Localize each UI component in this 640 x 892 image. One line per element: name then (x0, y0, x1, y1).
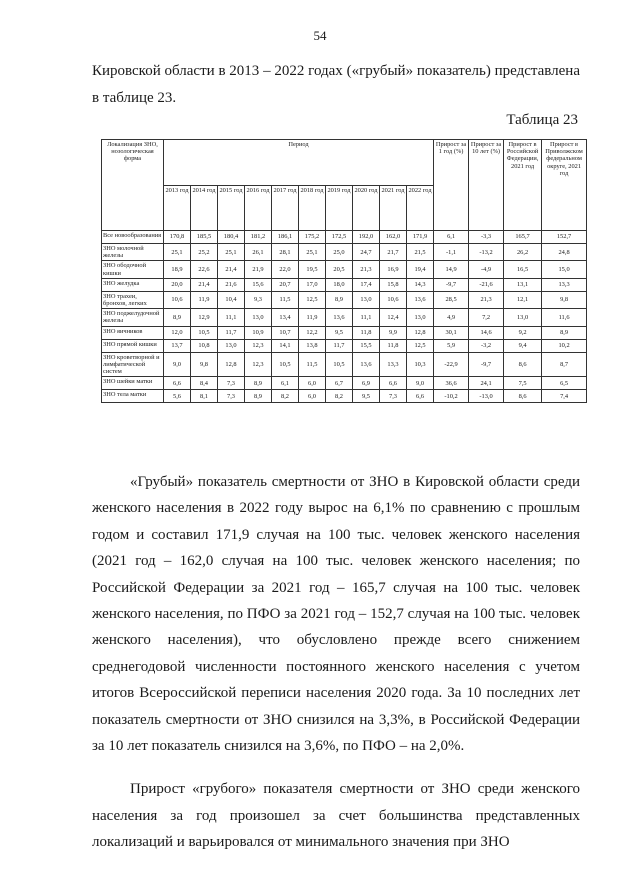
year-header: 2015 год (218, 185, 245, 231)
table-cell: 24,7 (353, 244, 380, 261)
table-cell: 6,1 (434, 231, 469, 244)
table-cell: 175,2 (299, 231, 326, 244)
table-cell: 6,7 (326, 377, 353, 390)
table-cell: 9,0 (407, 377, 434, 390)
table-row (102, 309, 587, 326)
table-cell: 13,6 (407, 291, 434, 308)
table-cell: -1,1 (434, 244, 469, 261)
table-cell: 5,6 (164, 390, 191, 403)
table-cell: 12,0 (164, 326, 191, 339)
table-cell: 14,1 (272, 339, 299, 352)
table-cell: 6,9 (353, 377, 380, 390)
table-row (102, 278, 587, 291)
table-cell: 10,9 (245, 326, 272, 339)
table-cell: 9,8 (542, 291, 587, 308)
table-cell: 11,8 (380, 339, 407, 352)
table-cell: -21,6 (469, 278, 504, 291)
header-rf-2021: Прирост в Российской Федерации, 2021 год (504, 140, 542, 231)
table-cell: 22,0 (272, 261, 299, 278)
table-cell: 8,2 (272, 390, 299, 403)
table-cell: -13,2 (469, 244, 504, 261)
table-row (102, 390, 587, 403)
table-cell: 11,5 (272, 291, 299, 308)
table-cell: 10,4 (218, 291, 245, 308)
header-growth-10y: Прирост за 10 лет (%) (469, 140, 504, 231)
table-cell: 8,9 (245, 377, 272, 390)
table-cell: 12,8 (218, 352, 245, 377)
table-cell: 186,1 (272, 231, 299, 244)
table-row (102, 352, 587, 377)
header-localization: Локализация ЗНО, нозологическая форма (102, 140, 164, 231)
table-cell: 21,5 (407, 244, 434, 261)
table-cell: 25,1 (218, 244, 245, 261)
table-cell: 6,6 (164, 377, 191, 390)
table-cell: 21,4 (191, 278, 218, 291)
table-cell: 13,0 (353, 291, 380, 308)
table-cell: 7,3 (380, 390, 407, 403)
table-cell: 7,3 (218, 377, 245, 390)
table-cell: ЗНО ободочной кишки (102, 261, 164, 278)
table-cell: 26,1 (245, 244, 272, 261)
header-period: Период (164, 140, 434, 186)
table-row (102, 326, 587, 339)
table-cell: 8,9 (164, 309, 191, 326)
table-cell: ЗНО желудка (102, 278, 164, 291)
table-cell: 12,9 (191, 309, 218, 326)
table-cell: 10,5 (191, 326, 218, 339)
table-cell: 12,1 (504, 291, 542, 308)
table-cell: 18,9 (164, 261, 191, 278)
table-cell: 9,5 (353, 390, 380, 403)
table-cell: -3,2 (469, 339, 504, 352)
page-number: 54 (313, 28, 327, 43)
table-cell: 21,6 (218, 278, 245, 291)
table-cell: 25,0 (326, 244, 353, 261)
table-cell: 172,5 (326, 231, 353, 244)
table-cell: 8,1 (191, 390, 218, 403)
paragraph: «Грубый» показатель смертности от ЗНО в Кировской области среди женского населения в 2022 году вырос на 6,1% по сравнению с прошлым годом и составил 171,9 случая на 100 тыс. человек женского населения (2021 год – 162,0 случая на 100 тыс. человек женского населения; по Российской Федерации за 2021 год – 165,7 случая на 100 тыс. человек женского населения, по ПФО за 2021 год – 152,7 случая на 100 тыс. человек женского населения), что обусловлено прежде всего снижением среднегодовой численности постоянного женского населения с учетом итогов Всероссийской переписи населения 2020 года. За 10 последних лет показатель смертности от ЗНО снизился на 3,3%, в Российской Федерации за 10 лет показатель снизился на 3,6%, по ПФО – на 2,0%. (92, 474, 580, 755)
table-cell: 10,5 (272, 352, 299, 377)
table-cell: 12,5 (299, 291, 326, 308)
table-cell: 11,1 (218, 309, 245, 326)
table-cell: 171,9 (407, 231, 434, 244)
table-cell: 10,5 (326, 352, 353, 377)
table-row (102, 231, 587, 244)
table-cell: 170,8 (164, 231, 191, 244)
table-cell: 13,1 (504, 278, 542, 291)
table-cell: 7,2 (469, 309, 504, 326)
table-cell: 152,7 (542, 231, 587, 244)
table-cell: 180,4 (218, 231, 245, 244)
table-caption: Таблица 23 (506, 112, 578, 128)
header-pfo-2021: Прирост в Приволжском федеральном округе, 2021 год (542, 140, 587, 231)
table-cell: -10,2 (434, 390, 469, 403)
table-cell: -4,9 (469, 261, 504, 278)
table-cell: 13,0 (218, 339, 245, 352)
table-cell: 6,6 (380, 377, 407, 390)
table-cell: 14,6 (469, 326, 504, 339)
table-row (102, 291, 587, 308)
table-cell: 19,4 (407, 261, 434, 278)
table-cell: 36,6 (434, 377, 469, 390)
table-cell: ЗНО прямой кишки (102, 339, 164, 352)
year-header: 2021 год (380, 185, 407, 231)
table-cell: 11,5 (299, 352, 326, 377)
table-cell: 13,6 (353, 352, 380, 377)
table-cell: 7,5 (504, 377, 542, 390)
table-cell: 11,9 (191, 291, 218, 308)
table-cell: 11,9 (299, 309, 326, 326)
table-body (102, 231, 587, 403)
year-header: 2018 год (299, 185, 326, 231)
table-cell: 24,8 (542, 244, 587, 261)
table-cell: 9,8 (191, 352, 218, 377)
table-header-row (102, 140, 587, 186)
year-header: 2020 год (353, 185, 380, 231)
paragraph: Прирост «грубого» показателя смертности от ЗНО среди женского населения за год произошел за счет большинства представленных локализаций и варьировался от минимального значения при ЗНО (92, 781, 580, 851)
table-cell: 16,9 (380, 261, 407, 278)
table-cell: 6,0 (299, 377, 326, 390)
table-cell: ЗНО тела матки (102, 390, 164, 403)
table-cell: 7,4 (542, 390, 587, 403)
table-cell: 12,3 (245, 352, 272, 377)
table-cell: 10,3 (407, 352, 434, 377)
table-cell: 15,0 (542, 261, 587, 278)
table-cell: 12,5 (407, 339, 434, 352)
table-row (102, 339, 587, 352)
table-cell: 21,7 (380, 244, 407, 261)
table-cell: 16,5 (504, 261, 542, 278)
table-cell: 11,7 (326, 339, 353, 352)
table-cell: 12,4 (380, 309, 407, 326)
table-cell: 13,7 (164, 339, 191, 352)
table-cell: 30,1 (434, 326, 469, 339)
table-cell: 21,3 (469, 291, 504, 308)
table-cell: 25,2 (191, 244, 218, 261)
table-cell: 12,3 (245, 339, 272, 352)
table-cell: 185,5 (191, 231, 218, 244)
table-cell: 10,2 (542, 339, 587, 352)
table-cell: 13,4 (272, 309, 299, 326)
year-header: 2017 год (272, 185, 299, 231)
year-header: 2014 год (191, 185, 218, 231)
table-cell: 6,0 (299, 390, 326, 403)
table-cell: 13,0 (245, 309, 272, 326)
table-cell: ЗНО яичников (102, 326, 164, 339)
table-cell: 9,9 (380, 326, 407, 339)
table-cell: 9,4 (504, 339, 542, 352)
table-cell: 24,1 (469, 377, 504, 390)
year-header: 2016 год (245, 185, 272, 231)
table-row (102, 244, 587, 261)
table-cell: 11,6 (542, 309, 587, 326)
table-cell: 14,9 (434, 261, 469, 278)
table-cell: 9,0 (164, 352, 191, 377)
table-cell: 13,0 (407, 309, 434, 326)
table-cell: -3,3 (469, 231, 504, 244)
table-cell: 10,6 (164, 291, 191, 308)
table-cell: ЗНО шейки матки (102, 377, 164, 390)
table-cell: 15,8 (380, 278, 407, 291)
table-cell: -22,9 (434, 352, 469, 377)
table-cell: ЗНО кроветворной и лимфатической систем (102, 352, 164, 377)
table-cell: 26,2 (504, 244, 542, 261)
table-cell: 9,3 (245, 291, 272, 308)
table-row (102, 377, 587, 390)
table-cell: 12,8 (407, 326, 434, 339)
table-cell: 21,9 (245, 261, 272, 278)
table-cell: -13,0 (469, 390, 504, 403)
table-cell: 10,6 (380, 291, 407, 308)
table-cell: 13,6 (326, 309, 353, 326)
table-cell: 17,0 (299, 278, 326, 291)
table-cell: 25,1 (164, 244, 191, 261)
table-cell: 192,0 (353, 231, 380, 244)
table-cell: ЗНО трахеи, бронхов, легких (102, 291, 164, 308)
table-cell: 10,7 (272, 326, 299, 339)
table-cell: 11,1 (353, 309, 380, 326)
table-cell: 8,4 (191, 377, 218, 390)
table-cell: 6,1 (272, 377, 299, 390)
table-cell: 19,5 (299, 261, 326, 278)
table-cell: 28,5 (434, 291, 469, 308)
table-cell: 8,6 (504, 390, 542, 403)
table-cell: -9,7 (434, 278, 469, 291)
header-growth-1y: Прирост за 1 год (%) (434, 140, 469, 231)
table-cell: 165,7 (504, 231, 542, 244)
table-cell: 181,2 (245, 231, 272, 244)
table-cell: 8,6 (504, 352, 542, 377)
table-cell: 4,9 (434, 309, 469, 326)
table-cell: ЗНО поджелудочной железы (102, 309, 164, 326)
table-cell: 14,3 (407, 278, 434, 291)
table-cell: 13,3 (380, 352, 407, 377)
table-cell: 5,9 (434, 339, 469, 352)
table-cell: 6,6 (407, 390, 434, 403)
table-cell: 15,5 (353, 339, 380, 352)
table-cell: 20,5 (326, 261, 353, 278)
table-cell: 11,7 (218, 326, 245, 339)
year-header: 2019 год (326, 185, 353, 231)
table-cell: 8,9 (245, 390, 272, 403)
table-cell: 8,9 (542, 326, 587, 339)
table-cell: 20,0 (164, 278, 191, 291)
table-cell: 21,3 (353, 261, 380, 278)
table-cell: 6,5 (542, 377, 587, 390)
table-cell: 9,5 (326, 326, 353, 339)
table-cell: 13,0 (504, 309, 542, 326)
table-cell: Все новообразования (102, 231, 164, 244)
table-cell: 8,2 (326, 390, 353, 403)
table-cell: 17,4 (353, 278, 380, 291)
table-cell: 20,7 (272, 278, 299, 291)
table-cell: 15,6 (245, 278, 272, 291)
table-cell: 25,1 (299, 244, 326, 261)
table-cell: 13,8 (299, 339, 326, 352)
table-cell: 28,1 (272, 244, 299, 261)
table-cell: 162,0 (380, 231, 407, 244)
table-cell: ЗНО молочной железы (102, 244, 164, 261)
table-cell: 18,0 (326, 278, 353, 291)
table-cell: -9,7 (469, 352, 504, 377)
year-header: 2013 год (164, 185, 191, 231)
table-cell: 8,7 (542, 352, 587, 377)
table-cell: 12,2 (299, 326, 326, 339)
table-cell: 10,8 (191, 339, 218, 352)
year-header: 2022 год (407, 185, 434, 231)
table-cell: 7,3 (218, 390, 245, 403)
table-cell: 21,4 (218, 261, 245, 278)
table-cell: 9,2 (504, 326, 542, 339)
table-row (102, 261, 587, 278)
mortality-table (101, 139, 587, 403)
table-cell: 8,9 (326, 291, 353, 308)
table-cell: 11,8 (353, 326, 380, 339)
table-cell: 22,6 (191, 261, 218, 278)
table-cell: 13,3 (542, 278, 587, 291)
intro-paragraph: Кировской области в 2013 – 2022 годах («грубый» показатель) представлена в таблице 23. (92, 63, 580, 106)
body-text (92, 469, 580, 856)
